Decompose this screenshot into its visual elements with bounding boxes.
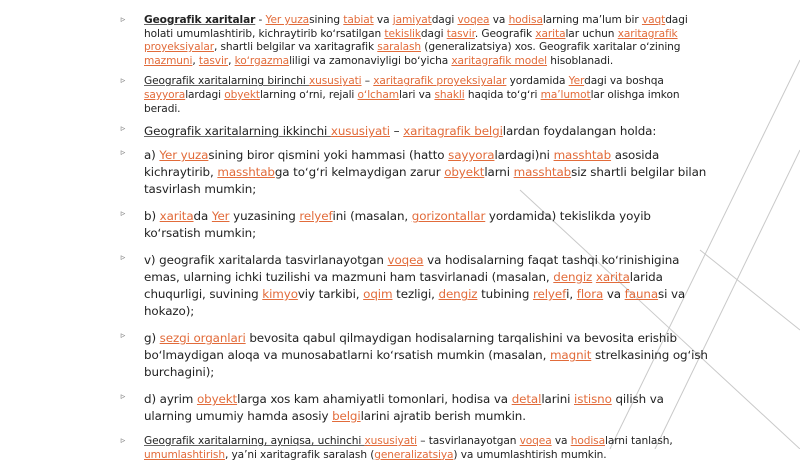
hyperlink[interactable]: masshtab [513, 165, 572, 180]
paragraph-point-d [118, 391, 710, 425]
paragraph-point-g [118, 330, 710, 381]
hyperlink[interactable]: obyekt [444, 165, 485, 180]
hyperlink[interactable]: maʼlumot [540, 88, 591, 101]
hyperlink[interactable]: saralash [377, 41, 422, 54]
arrow-bullet-icon: ▹ [120, 209, 126, 220]
hyperlink[interactable]: sayyora [144, 88, 186, 101]
arrow-bullet-icon: ▹ [120, 124, 126, 135]
hyperlink[interactable]: tabiat [343, 14, 374, 26]
hyperlink[interactable]: voqea [387, 253, 424, 268]
text-segment: sining [309, 14, 344, 26]
hyperlink[interactable]: xaritagrafik model [451, 54, 548, 67]
text-segment: yuzasining [229, 209, 300, 224]
text-segment: , [192, 54, 199, 67]
text-segment: – [390, 124, 404, 139]
hyperlink[interactable]: relyef [532, 287, 567, 302]
text-segment: lar olishga imkon beradi. [144, 88, 680, 115]
hyperlink[interactable]: flora [576, 287, 604, 302]
paragraph-text [144, 253, 685, 318]
text-segment: larini [541, 392, 575, 407]
hyperlink[interactable]: voqea [457, 14, 490, 26]
hyperlink[interactable]: Yer [568, 75, 585, 88]
hyperlink[interactable]: xususiyati [330, 124, 390, 139]
hyperlink[interactable]: Yer yuza [159, 148, 209, 163]
text-segment: siz shartli belgilar bilan tasvirlash mumkin; [144, 165, 707, 197]
heading-text: Geografik xaritalarning, ayniqsa, uchinchi [144, 435, 365, 448]
hyperlink[interactable]: oʻlcham [357, 88, 399, 101]
hyperlink[interactable]: hodisa [508, 14, 543, 26]
text-segment: lari va [399, 88, 435, 101]
text-segment: larida chuqurligi, suvining [144, 270, 663, 302]
paragraph-text [144, 75, 679, 114]
text-segment: da [193, 209, 212, 224]
hyperlink[interactable]: tasvir [446, 27, 475, 40]
text-segment: tubining [477, 287, 533, 302]
hyperlink[interactable]: oqim [363, 287, 393, 302]
text-segment: lar uchun [565, 27, 618, 40]
text-segment: dagi va boshqa [584, 75, 664, 88]
text-segment: lardagi [185, 88, 225, 101]
paragraph-text [144, 331, 708, 379]
arrow-bullet-icon: ▹ [120, 15, 126, 25]
paragraph-text [144, 435, 673, 461]
text-segment: bevosita qabul qilmaydigan hodisalarning tarqalishini va bevosita erishib boʻlmaydigan aloqa va munosabatlarni koʻrsatish mumkin (masalan, [144, 331, 677, 363]
paragraph-text [144, 148, 706, 196]
heading-text: Geografik xaritalar [144, 14, 256, 26]
hyperlink[interactable]: tekislik [384, 27, 421, 40]
hyperlink[interactable]: masshtab [217, 165, 275, 180]
hyperlink[interactable]: xaritagrafik proyeksiyalar [373, 75, 507, 88]
hyperlink[interactable]: vaqt [641, 14, 666, 26]
text-segment: . Geografik [474, 27, 536, 40]
text-segment: b) [144, 209, 160, 224]
text-segment: larning oʻrni, rejali [259, 88, 358, 101]
hyperlink[interactable]: shakli [434, 88, 465, 101]
text-segment: qilish va ularning umumiy hamda asosiy [144, 392, 664, 424]
paragraph-second-property [118, 123, 710, 140]
text-segment: dagi [420, 27, 447, 40]
text-segment: ) va umumlashtirish mumkin. [453, 448, 607, 461]
text-segment: - [255, 14, 266, 26]
arrow-bullet-icon: ▹ [120, 331, 126, 342]
hyperlink[interactable]: jamiyat [392, 14, 432, 26]
hyperlink[interactable]: masshtab [553, 148, 612, 163]
hyperlink[interactable]: xarita [535, 27, 566, 40]
text-segment: strelkasining ogʻish burchagini); [144, 348, 708, 380]
arrow-bullet-icon: ▹ [120, 76, 126, 87]
decor-line [700, 250, 800, 330]
hyperlink[interactable]: dengiz [553, 270, 593, 285]
paragraph-text [144, 14, 688, 67]
arrow-bullet-icon: ▹ [120, 253, 126, 264]
hyperlink[interactable]: belgi [332, 409, 361, 424]
paragraph-point-v [118, 252, 710, 320]
heading-text: Geografik xaritalarning ikkinchi [144, 124, 331, 139]
text-segment: tezligi, [392, 287, 439, 302]
paragraph-text [144, 209, 651, 240]
text-segment: – [361, 75, 374, 88]
text-segment: va [551, 435, 571, 448]
hyperlink[interactable]: magnit [549, 348, 592, 363]
text-segment: g) [144, 331, 160, 346]
hyperlink[interactable]: xususiyati [308, 75, 362, 88]
hyperlink[interactable]: generalizatsiya [374, 448, 454, 461]
text-segment: va [373, 14, 393, 26]
arrow-bullet-icon: ▹ [120, 392, 126, 403]
hyperlink[interactable]: xarita [159, 209, 194, 224]
text-segment: v) geografik xaritalarda tasvirlanayotgan [144, 253, 388, 268]
text-segment: d) ayrim [144, 392, 197, 407]
text-segment: va hodisalarning faqat tashqi koʻrinishigina emas, ularning ichki tuzilishi va mazmuni ham tasvirlanadi (masalan, [144, 253, 680, 285]
text-segment: , shartli belgilar va xaritagrafik [213, 41, 378, 54]
hyperlink[interactable]: sezgi organlari [159, 331, 246, 346]
text-segment: haqida toʻgʻri [464, 88, 541, 101]
hyperlink[interactable]: dengiz [438, 287, 478, 302]
text-segment: dagi holati umumlashtirib, kichraytirib koʻrsatilgan [144, 14, 688, 40]
arrow-bullet-icon: ▹ [120, 436, 126, 447]
hyperlink[interactable]: hodisa [570, 435, 605, 448]
hyperlink[interactable]: gorizontallar [411, 209, 486, 224]
text-segment: ga toʻgʻri kelmaydigan zarur [274, 165, 445, 180]
hyperlink[interactable]: obyekt [196, 392, 238, 407]
paragraph-first-property [118, 75, 710, 116]
text-segment: sining biror qismini yoki hammasi (hatto [208, 148, 449, 163]
text-segment: , [228, 54, 235, 67]
text-segment: (generalizatsiya) xos. Geografik xaritalar oʻzining [421, 41, 681, 54]
hyperlink[interactable]: tasvir [198, 54, 229, 67]
hyperlink[interactable]: xususiyati [364, 435, 417, 448]
hyperlink[interactable]: Yer yuza [265, 14, 310, 26]
text-segment: dagi [431, 14, 458, 26]
text-segment: a) [144, 148, 160, 163]
text-segment: ini (masalan, [332, 209, 412, 224]
hyperlink[interactable]: kimyo [262, 287, 298, 302]
hyperlink[interactable]: Yer [211, 209, 230, 224]
hyperlink[interactable]: relyef [299, 209, 333, 224]
text-segment: – tasvirlanayotgan [417, 435, 520, 448]
hyperlink[interactable]: istisno [574, 392, 612, 407]
text-segment: si va hokazo); [144, 287, 686, 319]
text-segment: larni [484, 165, 514, 180]
text-segment: viy tarkibi, [297, 287, 364, 302]
text-segment: larning maʼlum bir [542, 14, 642, 26]
text-segment: liligi va zamonaviyligi boʻyicha [289, 54, 452, 67]
text-segment: larga xos kam ahamiyatli tomonlari, hodisa va [237, 392, 512, 407]
hyperlink[interactable]: fauna [624, 287, 659, 302]
paragraph-text [144, 392, 664, 423]
hyperlink[interactable]: koʻrgazma [234, 54, 290, 67]
hyperlink[interactable]: mazmuni [144, 54, 193, 67]
text-segment: va [603, 287, 625, 302]
text-segment: va [489, 14, 509, 26]
hyperlink[interactable]: xaritagrafik proyeksiyalar [144, 27, 678, 54]
heading-text: Geografik xaritalarning birinchi [144, 75, 309, 88]
text-segment: , yaʼni xaritagrafik saralash ( [224, 448, 375, 461]
paragraph-point-b [118, 208, 710, 242]
text-segment: lardan foydalangan holda: [502, 124, 657, 139]
paragraph-definition [118, 14, 710, 68]
hyperlink[interactable]: xaritagrafik belgi [403, 124, 503, 139]
hyperlink[interactable]: sayyora [448, 148, 495, 163]
hyperlink[interactable]: obyekt [224, 88, 260, 101]
hyperlink[interactable]: detal [511, 392, 542, 407]
text-segment: yordamida) tekislikda yoyib koʻrsatish mumkin; [144, 209, 651, 241]
arrow-bullet-icon: ▹ [120, 148, 126, 159]
text-segment: lardagi)ni [494, 148, 554, 163]
text-segment: yordamida [506, 75, 569, 88]
hyperlink[interactable]: umumlashtirish [144, 448, 225, 461]
text-segment: i, [566, 287, 577, 302]
hyperlink[interactable]: xarita [595, 270, 630, 285]
paragraph-text [144, 124, 656, 138]
text-segment: larni tanlash, [605, 435, 673, 448]
text-segment: larini ajratib berish mumkin. [360, 409, 526, 424]
hyperlink[interactable]: voqea [519, 435, 552, 448]
text-segment: asosida kichraytirib, [144, 148, 660, 180]
text-segment: hisoblanadi. [547, 54, 614, 67]
paragraph-point-a [118, 147, 710, 198]
slide-text-body [118, 14, 710, 462]
